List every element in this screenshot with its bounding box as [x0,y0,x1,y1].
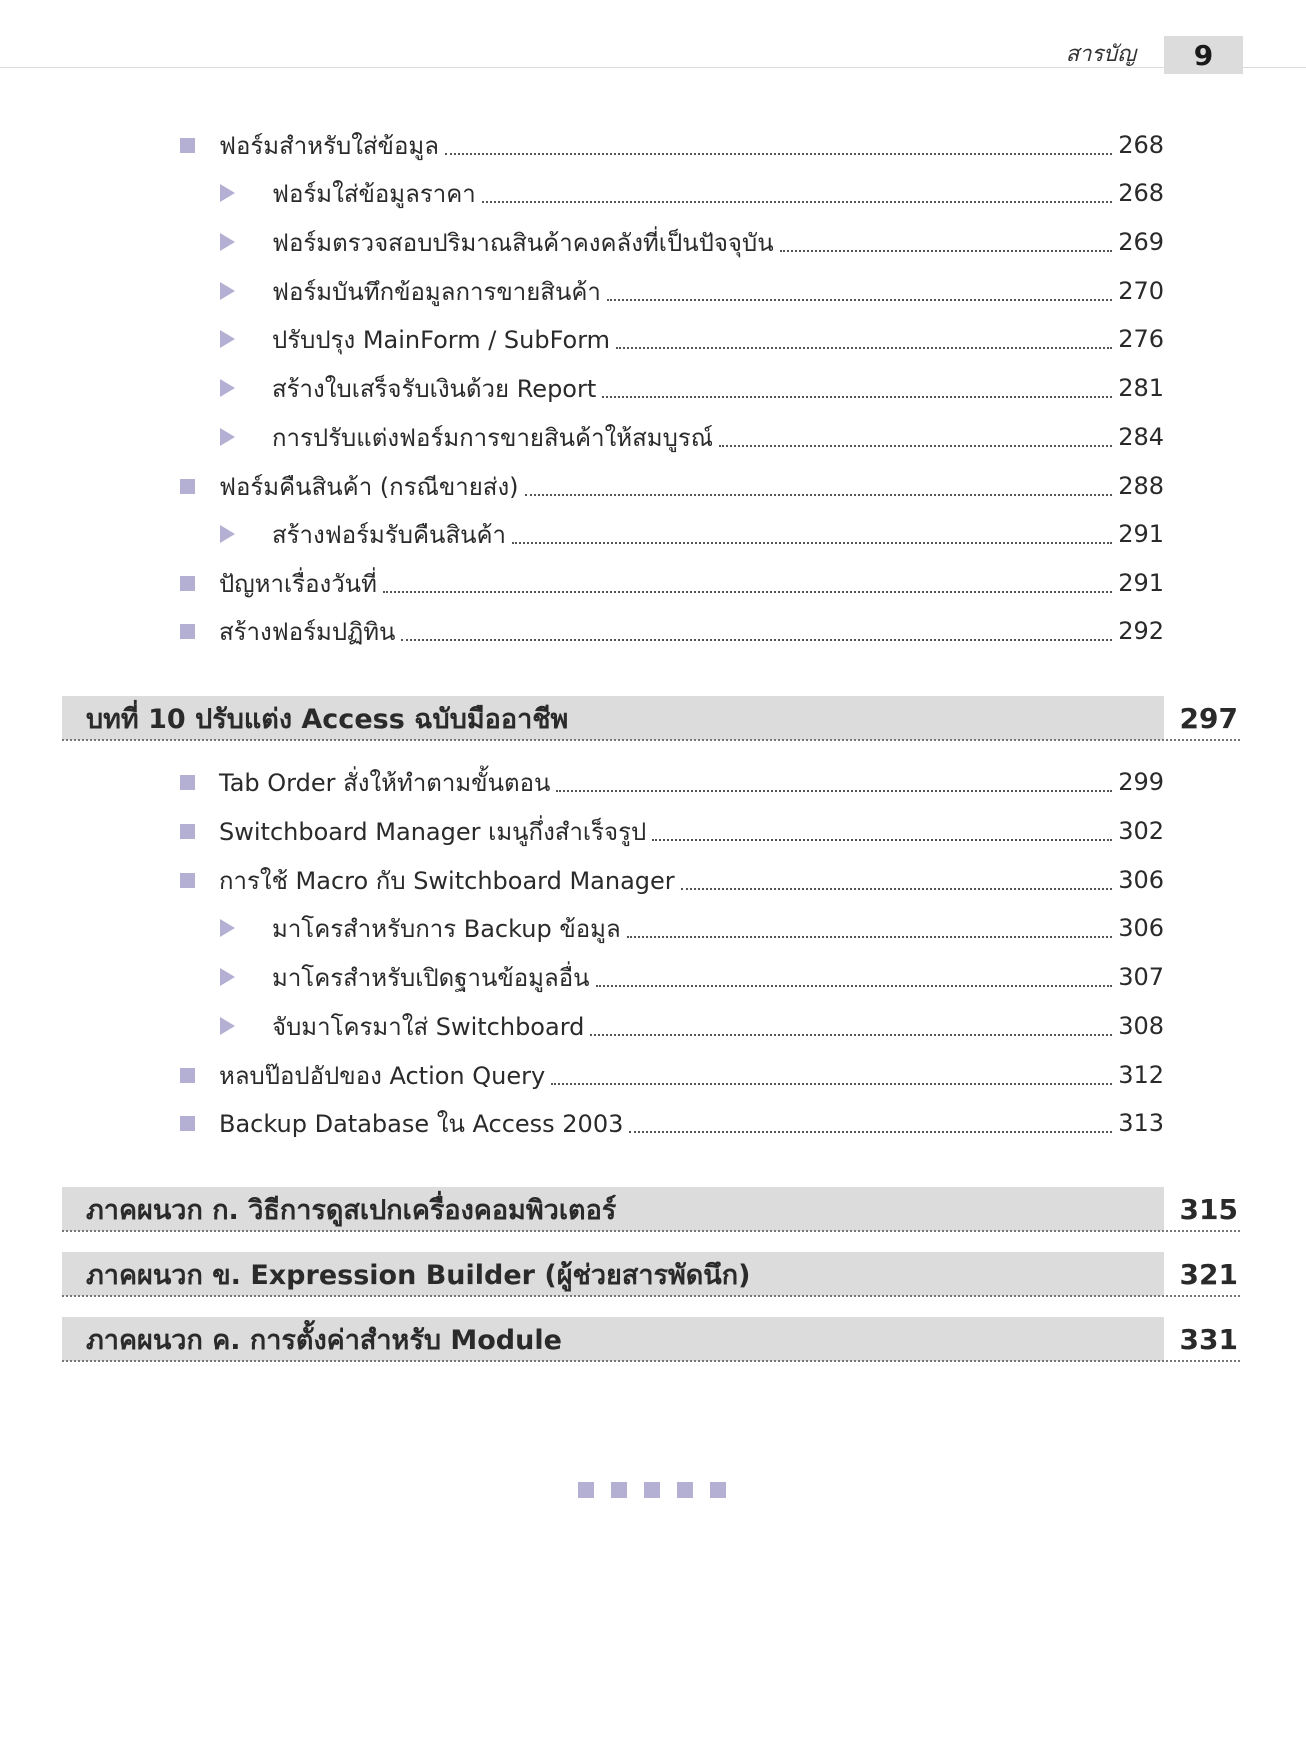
toc-entry[interactable] [180,1103,1164,1143]
triangle-bullet-icon [220,525,250,543]
toc-entry-page: 299 [1118,768,1164,796]
ornament-square-icon [644,1482,660,1498]
triangle-bullet-icon [220,379,250,397]
toc-subentry[interactable] [220,514,1164,554]
dot-leader [652,838,1112,841]
dot-leader [629,1130,1112,1133]
page-number-box [1164,36,1243,74]
toc-entry-page: 313 [1118,1109,1164,1137]
toc-entry-page: 291 [1118,569,1164,597]
toc-entry-page: 269 [1118,228,1164,256]
toc-entry-title: ฟอร์มสำหรับใส่ข้อมูล [219,131,439,160]
triangle-bullet-icon [220,330,250,348]
toc-subentry[interactable] [220,173,1164,213]
toc-entry[interactable] [180,762,1164,802]
toc-entry-title: Switchboard Manager เมนูกึ่งสำเร็จรูป [219,817,647,846]
ornament-square-icon [578,1482,594,1498]
toc-entry-page: 281 [1118,374,1164,402]
square-bullet-icon [180,624,195,639]
toc-entry-title: การใช้ Macro กับ Switchboard Manager [219,866,675,895]
dot-leader [627,935,1113,938]
triangle-bullet-icon [220,282,250,300]
toc-entry-title: ฟอร์มบันทึกข้อมูลการขายสินค้า [272,277,601,306]
dot-leader [482,200,1112,203]
toc-entry[interactable] [180,811,1164,851]
triangle-bullet-icon [220,919,250,937]
toc-subentry[interactable] [220,319,1164,359]
ornament-square-icon [611,1482,627,1498]
dot-leader [719,444,1112,447]
dot-leader [525,493,1113,496]
running-header-label: สารบัญ [1065,42,1136,67]
chapter-heading-band [62,696,1164,740]
toc-entry-title: หลบป๊อปอัปของ Action Query [219,1061,546,1090]
triangle-bullet-icon [220,968,250,986]
appendix-heading[interactable] [62,1317,1240,1361]
chapter-page: 297 [1179,701,1238,735]
appendix-dot-rule [62,1230,1240,1232]
toc-entry-page: 306 [1118,914,1164,942]
appendix-heading[interactable] [62,1252,1240,1296]
ornament-square-icon [677,1482,693,1498]
ornament-square-icon [710,1482,726,1498]
square-bullet-icon [180,479,195,494]
square-bullet-icon [180,1068,195,1083]
end-of-section-ornament [578,1482,726,1498]
appendix-page: 315 [1179,1192,1238,1226]
toc-entry-title: มาโครสำหรับการ Backup ข้อมูล [272,914,621,943]
appendix-dot-rule [62,1295,1240,1297]
toc-entry-title: มาโครสำหรับเปิดฐานข้อมูลอื่น [272,963,590,992]
toc-entry-title: สร้างฟอร์มปฏิทิน [219,617,396,646]
triangle-bullet-icon [220,1017,250,1035]
toc-entry[interactable] [180,1055,1164,1095]
dot-leader [383,590,1112,593]
toc-entry-page: 270 [1118,277,1164,305]
toc-entry-title: ฟอร์มคืนสินค้า (กรณีขายส่ง) [219,472,519,501]
dot-leader [445,152,1112,155]
toc-entry-title: ฟอร์มใส่ข้อมูลราคา [272,179,476,208]
toc-entry[interactable] [180,611,1164,651]
page-number: 9 [1193,38,1214,72]
toc-entry-title: ฟอร์มตรวจสอบปริมาณสินค้าคงคลังที่เป็นปัจจุบัน [272,228,774,257]
square-bullet-icon [180,138,195,153]
toc-entry-title: ปัญหาเรื่องวันที่ [219,569,377,598]
triangle-bullet-icon [220,233,250,251]
toc-entry-page: 312 [1118,1061,1164,1089]
toc-subentry[interactable] [220,368,1164,408]
chapter-title: บทที่ 10 ปรับแต่ง Access ฉบับมืออาชีพ [86,703,569,735]
dot-leader [590,1033,1112,1036]
toc-entry-page: 284 [1118,423,1164,451]
toc-entry-title: Tab Order สั่งให้ทำตามขั้นตอน [219,768,551,797]
toc-subentry[interactable] [220,1006,1164,1046]
dot-leader [602,395,1112,398]
toc-entry-page: 308 [1118,1012,1164,1040]
appendix-title: ภาคผนวก ค. การตั้งค่าสำหรับ Module [86,1324,562,1356]
appendix-title: ภาคผนวก ก. วิธีการดูสเปกเครื่องคอมพิวเตอร์ [86,1194,617,1226]
appendix-heading-band [62,1187,1164,1231]
toc-entry-title: จับมาโครมาใส่ Switchboard [272,1012,585,1041]
chapter-dot-rule [62,739,1240,741]
toc-entry-page: 288 [1118,472,1164,500]
toc-entry[interactable] [180,125,1164,165]
chapter-heading[interactable] [62,696,1240,740]
toc-entry-title: ปรับปรุง MainForm / SubForm [272,325,611,354]
appendix-title: ภาคผนวก ข. Expression Builder (ผู้ช่วยสารพัดนึก) [86,1259,751,1291]
square-bullet-icon [180,1116,195,1131]
toc-entry-title: การปรับแต่งฟอร์มการขายสินค้าให้สมบูรณ์ [272,423,713,452]
toc-entry-page: 268 [1118,131,1164,159]
appendix-heading-band [62,1252,1164,1296]
toc-subentry[interactable] [220,222,1164,262]
toc-subentry[interactable] [220,957,1164,997]
square-bullet-icon [180,824,195,839]
dot-leader [401,638,1112,641]
toc-entry-page: 306 [1118,866,1164,894]
toc-entry[interactable] [180,466,1164,506]
appendix-heading[interactable] [62,1187,1240,1231]
dot-leader [780,249,1113,252]
appendix-page: 331 [1179,1322,1238,1356]
toc-subentry[interactable] [220,271,1164,311]
toc-entry-page: 307 [1118,963,1164,991]
square-bullet-icon [180,873,195,888]
toc-subentry[interactable] [220,908,1164,948]
toc-entry-page: 268 [1118,179,1164,207]
dot-leader [551,1082,1112,1085]
toc-entry-page: 291 [1118,520,1164,548]
triangle-bullet-icon [220,184,250,202]
dot-leader [556,789,1112,792]
toc-entry-page: 276 [1118,325,1164,353]
appendix-heading-band [62,1317,1164,1361]
toc-entry-title: สร้างใบเสร็จรับเงินด้วย Report [272,374,597,403]
dot-leader [512,541,1112,544]
dot-leader [681,887,1113,890]
toc-entry-title: Backup Database ใน Access 2003 [219,1109,624,1138]
square-bullet-icon [180,576,195,591]
appendix-page: 321 [1179,1257,1238,1291]
dot-leader [607,298,1112,301]
triangle-bullet-icon [220,428,250,446]
toc-entry-page: 292 [1118,617,1164,645]
square-bullet-icon [180,775,195,790]
toc-entry[interactable] [180,563,1164,603]
appendix-dot-rule [62,1360,1240,1362]
toc-entry[interactable] [180,860,1164,900]
toc-entry-title: สร้างฟอร์มรับคืนสินค้า [272,520,507,549]
toc-entry-page: 302 [1118,817,1164,845]
toc-subentry[interactable] [220,417,1164,457]
dot-leader [596,984,1113,987]
dot-leader [616,346,1112,349]
